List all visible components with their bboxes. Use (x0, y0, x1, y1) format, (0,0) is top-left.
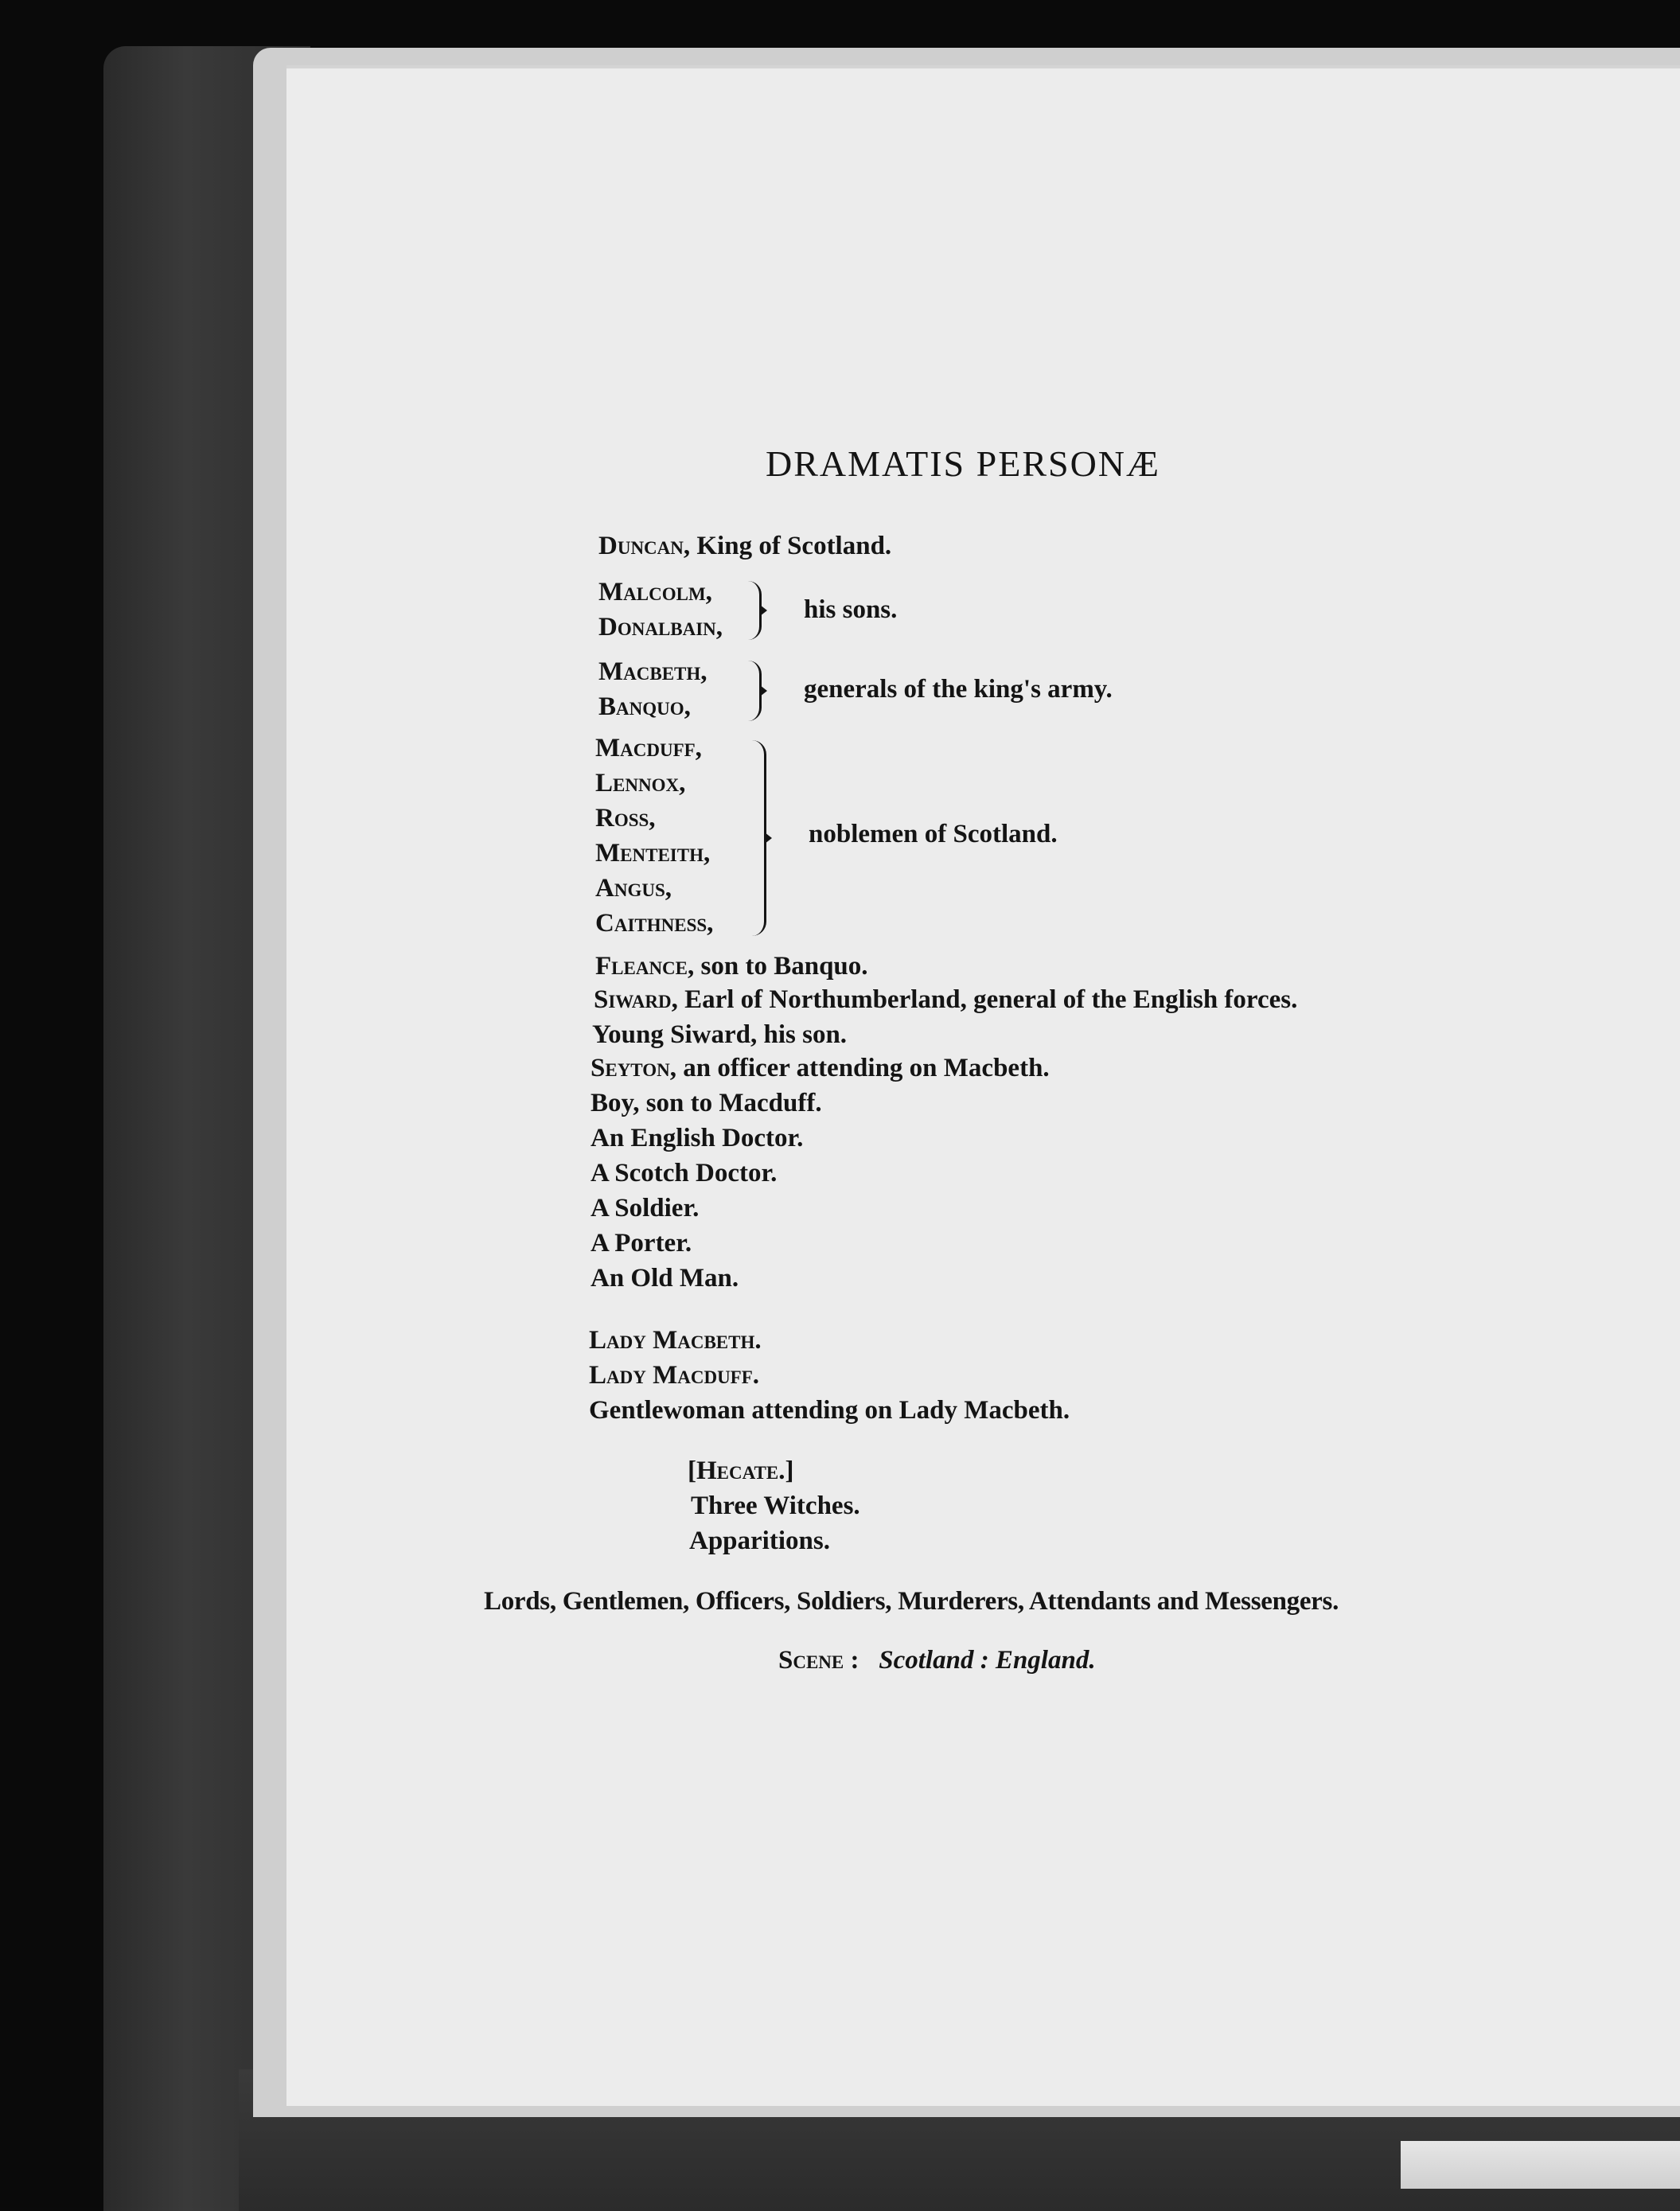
cast-siward (594, 987, 1297, 1013)
scene-line (778, 1648, 1096, 1674)
group-brace-tip (760, 685, 767, 696)
group-brace-tip (765, 833, 772, 844)
cast-apparitions: Apparitions. (689, 1527, 830, 1555)
character-name: Duncan (598, 532, 684, 560)
group-desc: noblemen of Scotland. (809, 820, 1058, 848)
cast-hecate: [Hecate.] (688, 1456, 794, 1485)
cast-young-siward: Young Siward, his son. (592, 1020, 848, 1049)
character-desc: , Earl of Northumberland, general of the English forces. (671, 985, 1298, 1014)
character-name: Caithness, (595, 909, 714, 938)
group-desc: his sons. (804, 595, 898, 624)
cast-fleance (595, 953, 868, 980)
scene-label: Scene : (778, 1646, 859, 1675)
character-name: Fleance (595, 952, 688, 981)
cast-lords: Lords, Gentlemen, Officers, Soldiers, Murderers, Attendants and Messengers. (484, 1587, 1339, 1616)
cast-witches: Three Witches. (691, 1492, 860, 1520)
cast-lady-macbeth: Lady Macbeth. (589, 1326, 762, 1355)
character-name: Lennox, (595, 769, 686, 797)
page-corner (1401, 2141, 1680, 2189)
cast-gentlewoman: Gentlewoman attending on Lady Macbeth. (589, 1396, 1070, 1425)
character-desc: , King of Scotland. (683, 532, 892, 560)
character-name: Macduff, (595, 734, 702, 762)
character-name: Seyton (591, 1054, 670, 1082)
scene-places: Scotland : England. (879, 1646, 1096, 1675)
character-desc: , an officer attending on Macbeth. (669, 1054, 1050, 1082)
character-name: Menteith, (595, 839, 711, 868)
cast-boy: Boy, son to Macduff. (591, 1089, 822, 1117)
character-desc: , son to Banquo. (688, 952, 868, 981)
cast-porter: A Porter. (591, 1229, 692, 1258)
cast-lady-macduff: Lady Macduff. (589, 1361, 760, 1390)
cast-old-man: An Old Man. (591, 1264, 739, 1293)
character-name: Banquo, (598, 692, 691, 721)
group-brace-tip (760, 605, 767, 616)
character-name: Siward (594, 985, 672, 1014)
character-name: Angus, (595, 874, 672, 903)
cast-duncan (598, 533, 891, 560)
character-name: Ross, (595, 804, 656, 833)
page-title: DRAMATIS PERSONÆ (766, 443, 1160, 484)
cast-soldier: A Soldier. (591, 1194, 700, 1222)
character-name: Malcolm, (598, 578, 712, 606)
character-name: Donalbain, (598, 613, 723, 641)
cast-english-doctor: An English Doctor. (591, 1124, 804, 1152)
group-desc: generals of the king's army. (804, 675, 1113, 704)
cast-seyton (591, 1055, 1050, 1082)
page-sheet (286, 65, 1680, 2106)
cast-scotch-doctor: A Scotch Doctor. (591, 1159, 778, 1187)
character-name: Macbeth, (598, 657, 707, 686)
